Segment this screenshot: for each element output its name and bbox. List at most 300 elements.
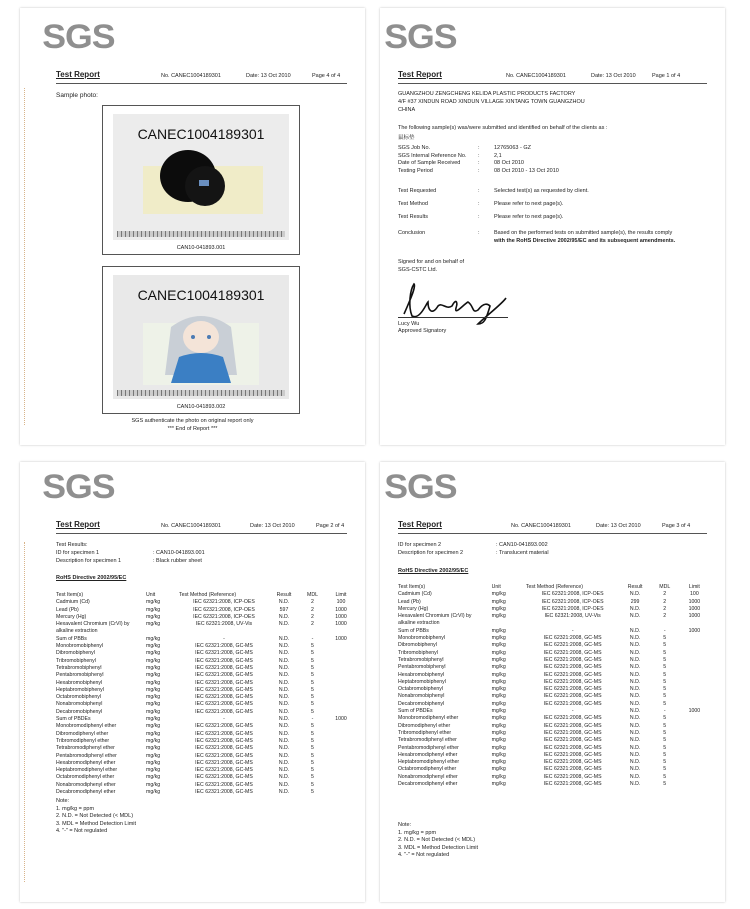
table-row (56, 607, 356, 614)
table-cell (326, 753, 356, 760)
table-cell (326, 723, 356, 730)
table-cell: N.D. (629, 700, 641, 707)
table-cell: 100 (690, 591, 699, 598)
table-cell: N.D. (278, 686, 290, 693)
table-cell: 1000 (335, 621, 347, 628)
note-line: 1. mg/kg = ppm (56, 805, 95, 812)
note-line: Note: (398, 822, 412, 828)
table-cell: N.D. (278, 613, 290, 620)
table-cell: mg/kg (146, 730, 161, 737)
table-cell: N.D. (629, 613, 641, 620)
table-cell: mg/kg (146, 679, 161, 686)
info-field-value: 08 Oct 2010 (494, 160, 524, 166)
table-cell: 5 (663, 642, 667, 649)
table-cell: IEC 62321:2008, ICP-OES (541, 598, 604, 605)
table-cell: 100 (336, 599, 346, 606)
info-field-colon: : (478, 167, 480, 174)
table-cell: mg/kg (146, 635, 161, 642)
specimen-id-label: ID for specimen 1 (56, 550, 100, 556)
table-cell: IEC 62321:2008, ICP-OES (193, 599, 255, 606)
table-cell: mg/kg (491, 605, 506, 612)
table-cell: 5 (663, 722, 667, 729)
table-cell: 5 (663, 766, 667, 773)
table-cell: IEC 62321:2008, ICP-OES (541, 591, 604, 598)
table-cell: 5 (311, 657, 314, 664)
table-cell: N.D. (278, 716, 290, 723)
photo-2-caption: CAN10-041893.002 (176, 404, 226, 410)
sample-photo-1 (102, 105, 300, 255)
table-row (56, 782, 356, 789)
table-cell: IEC 62321:2008, GC-MS (195, 657, 253, 664)
directive-heading: RoHS Directive 2002/95/EC (56, 575, 127, 581)
table-cell: 5 (311, 701, 314, 708)
specimen-desc-label: Description for specimen 2 (398, 550, 464, 556)
table-cell: Dibromodiphenyl ether (398, 722, 451, 729)
table-cell: N.D. (278, 789, 290, 796)
report-date: Date: 13 Oct 2010 (250, 523, 295, 529)
table-cell: N.D. (629, 729, 641, 736)
table-cell: - (311, 716, 314, 723)
table-cell: 5 (663, 751, 667, 758)
table-row (398, 759, 710, 766)
table-cell: N.D. (278, 664, 290, 671)
table-cell: mg/kg (491, 649, 506, 656)
info-field-row (398, 145, 708, 153)
table-cell: 5 (663, 678, 667, 685)
table-cell: N.D. (629, 678, 641, 685)
table-cell: mg/kg (491, 635, 506, 642)
sample-photo-2 (102, 266, 300, 414)
table-row (398, 606, 710, 613)
table-cell (326, 672, 356, 679)
table-cell: mg/kg (146, 672, 161, 679)
table-cell (651, 620, 679, 627)
report-date: Date: 13 Oct 2010 (246, 73, 291, 79)
table-cell: N.D. (629, 591, 641, 598)
photo-2-code: CANEC1004189301 (137, 287, 265, 303)
notes (56, 798, 136, 836)
table-cell: N.D. (278, 708, 290, 715)
table-cell (326, 709, 356, 716)
table-cell (679, 664, 710, 671)
table-cell: mg/kg (146, 708, 161, 715)
table-cell: N.D. (278, 737, 290, 744)
table-cell: N.D. (278, 701, 290, 708)
specimen-id-label: ID for specimen 2 (398, 542, 442, 548)
table-cell (679, 745, 710, 752)
table-cell: 2 (663, 598, 667, 605)
info-field-label: Test Results (398, 214, 428, 220)
table-header-cell: Test Item(s) (56, 592, 84, 598)
signed-company: SGS-CSTC Ltd. (398, 267, 438, 273)
directive-heading: RoHS Directive 2002/95/EC (398, 568, 469, 574)
table-cell: mg/kg (491, 678, 506, 685)
client-country: CHINA (398, 107, 416, 113)
table-cell: 2 (311, 613, 314, 620)
table-cell: Nonabromobiphenyl (398, 693, 445, 700)
table-cell (679, 701, 710, 708)
conclusion-line-1: Based on the performed tests on submitted sample(s), the results comply (494, 230, 673, 236)
table-cell: N.D. (629, 671, 641, 678)
table-cell: IEC 62321:2008, GC-MS (543, 671, 602, 678)
table-cell: Heptabromobiphenyl (398, 678, 446, 685)
table-cell: mg/kg (146, 767, 161, 774)
table-cell: 5 (311, 789, 314, 796)
table-cell: mg/kg (146, 774, 161, 781)
table-cell: 5 (663, 773, 667, 780)
sgs-logo: SGS (384, 18, 457, 56)
table-cell (679, 759, 710, 766)
table-cell: Tribromobiphenyl (56, 657, 96, 664)
table-cell: N.D. (278, 694, 290, 701)
table-cell: Monobromodiphenyl ether (56, 723, 117, 730)
table-cell: N.D. (278, 767, 290, 774)
signature-rule (398, 317, 508, 318)
table-cell: Octabromobiphenyl (398, 686, 443, 693)
table-cell: IEC 62321:2008, GC-MS (543, 686, 602, 693)
table-cell: mg/kg (491, 751, 506, 758)
table-cell: IEC 62321:2008, UV-Vis (544, 613, 601, 620)
table-cell: mg/kg (491, 781, 506, 788)
table-cell: mg/kg (491, 737, 506, 744)
report-number: No. CANEC1004189301 (161, 523, 221, 529)
table-row (56, 745, 356, 752)
table-cell: N.D. (278, 759, 290, 766)
mouse-pad-anime-photo (113, 275, 289, 399)
table-cell: - (571, 708, 574, 715)
report-page-2 (20, 462, 365, 902)
table-cell (679, 781, 710, 788)
table-cell: Heptabromodiphenyl ether (56, 767, 118, 774)
table-cell: 2 (311, 599, 314, 606)
report-page-3 (380, 462, 725, 902)
table-row (56, 731, 356, 738)
table-cell: Hexavalent Chromium (CrVI) by (56, 621, 130, 628)
table-row (398, 693, 710, 700)
photo-1-image (113, 114, 289, 240)
table-cell: 5 (663, 664, 667, 671)
note-line: 2. N.D. = Not Detected (< MDL) (56, 813, 134, 819)
table-cell: IEC 62321:2008, GC-MS (543, 722, 602, 729)
table-cell: 1000 (688, 598, 701, 605)
table-cell: 5 (663, 656, 667, 663)
table-cell: Pentabromodiphenyl ether (398, 744, 459, 751)
table-cell: Mercury (Hg) (398, 605, 429, 612)
table-cell (679, 620, 710, 627)
table-cell: mg/kg (146, 599, 161, 606)
table-row (398, 766, 710, 773)
note-line: 4. "-" = Not regulated (56, 828, 108, 834)
table-row (56, 599, 356, 606)
table-row (398, 620, 710, 627)
table-row (398, 686, 710, 693)
table-row (56, 760, 356, 767)
table-cell: Monobromobiphenyl (398, 635, 446, 642)
table-cell: Sum of PBDEs (56, 716, 91, 723)
table-cell: IEC 62321:2008, GC-MS (195, 781, 253, 788)
table-cell: Pentabromobiphenyl (398, 664, 446, 671)
table-header-cell: Test Method (Reference) (525, 584, 583, 590)
table-cell: IEC 62321:2008, GC-MS (543, 773, 602, 780)
table-row (56, 658, 356, 665)
table-row (398, 613, 710, 620)
table-cell: N.D. (278, 650, 290, 657)
table-header-row (398, 584, 710, 591)
conclusion-label: Conclusion (398, 230, 426, 236)
table-row (56, 709, 356, 716)
header-rule (398, 83, 707, 84)
table-row (398, 752, 710, 759)
table-cell: 5 (663, 635, 667, 642)
table-cell: mg/kg (491, 664, 506, 671)
table-cell (679, 672, 710, 679)
table-cell: 1000 (335, 716, 347, 723)
table-cell: 5 (663, 649, 667, 656)
table-row (56, 650, 356, 657)
table-cell: Tribromodiphenyl ether (56, 737, 110, 744)
report-number: No. CANEC1004189301 (506, 73, 566, 79)
sgs-logo: SGS (42, 18, 115, 56)
table-cell: Hexabromobiphenyl (56, 679, 103, 686)
table-cell: IEC 62321:2008, GC-MS (195, 774, 253, 781)
info-field-row (398, 153, 708, 161)
info-field-colon: : (478, 152, 480, 159)
table-row (56, 614, 356, 621)
info-field-label: Date of Sample Received (398, 160, 461, 166)
table-header-cell: Result (276, 592, 292, 598)
table-cell: 5 (311, 759, 314, 766)
table-cell: N.D. (629, 642, 641, 649)
info-field-label: Testing Period (398, 167, 433, 174)
table-header-cell: MDL (659, 584, 671, 590)
table-row (398, 657, 710, 664)
table-cell: N.D. (629, 773, 641, 780)
page-number: Page 2 of 4 (316, 523, 345, 529)
table-cell: mg/kg (146, 781, 161, 788)
table-cell: mg/kg (491, 708, 506, 715)
table-cell: IEC 62321:2008, ICP-OES (193, 613, 255, 620)
specimen-id-value: : CAN10-041893.001 (153, 550, 205, 556)
table-cell: mg/kg (491, 613, 506, 620)
photo-1-ruler (117, 231, 285, 237)
table-row (56, 643, 356, 650)
client-name: GUANGZHOU ZENGCHENG KELIDA PLASTIC PRODUCTS FACTORY (398, 91, 576, 97)
table-row (398, 635, 710, 642)
table-cell: IEC 62321:2008, ICP-OES (541, 605, 604, 612)
table-cell: 5 (663, 693, 667, 700)
table-cell: Octabromobiphenyl (56, 694, 101, 701)
table-cell: 5 (311, 781, 314, 788)
table-cell: IEC 62321:2008, GC-MS (195, 723, 253, 730)
header-rule (56, 83, 347, 84)
table-cell (326, 774, 356, 781)
table-cell: N.D. (629, 759, 641, 766)
table-cell: IEC 62321:2008, GC-MS (543, 700, 602, 707)
table-cell (679, 679, 710, 686)
table-cell: 5 (311, 650, 314, 657)
table-cell: IEC 62321:2008, GC-MS (543, 729, 602, 736)
table-cell: mg/kg (146, 752, 161, 759)
table-row (398, 642, 710, 649)
table-cell: Sum of PBDEs (398, 708, 433, 715)
table-cell (679, 723, 710, 730)
table-cell: 1000 (335, 613, 347, 620)
table-cell: IEC 62321:2008, GC-MS (543, 781, 602, 788)
table-cell: IEC 62321:2008, GC-MS (195, 752, 253, 759)
table-cell: 5 (663, 671, 667, 678)
table-cell: IEC 62321:2008, GC-MS (195, 701, 253, 708)
table-row (56, 774, 356, 781)
table-row (398, 774, 710, 781)
table-cell: N.D. (629, 686, 641, 693)
table-cell: mg/kg (146, 643, 161, 650)
table-cell: IEC 62321:2008, GC-MS (543, 693, 602, 700)
table-cell: IEC 62321:2008, GC-MS (543, 649, 602, 656)
table-cell: Dibromodiphenyl ether (56, 730, 109, 737)
report-number: No. CANEC1004189301 (161, 73, 221, 79)
table-row (56, 723, 356, 730)
table-row (398, 591, 710, 598)
specimen-desc-label: Description for specimen 1 (56, 558, 122, 564)
photo-1-caption: CAN10-041893.001 (176, 245, 226, 251)
table-cell (679, 657, 710, 664)
sample-info-fields (398, 145, 708, 175)
conclusion-colon: : (478, 230, 480, 236)
table-row (398, 730, 710, 737)
specimen-desc-value: : Translucent material (496, 550, 549, 556)
table-cell: 1000 (688, 627, 701, 634)
table-cell: IEC 62321:2008, GC-MS (543, 635, 602, 642)
table-cell: Sum of PBBs (398, 627, 429, 634)
table-cell: mg/kg (146, 621, 161, 628)
signed-for-text: Signed for and on behalf of (398, 259, 465, 265)
table-row (56, 628, 356, 635)
table-cell: - (223, 716, 225, 723)
table-cell: Tetrabromobiphenyl (398, 656, 444, 663)
info-field-value: Please refer to next page(s). (494, 214, 564, 220)
table-cell: 5 (311, 643, 314, 650)
page-edge-text (24, 542, 33, 882)
table-cell: N.D. (278, 621, 290, 628)
report-date: Date: 13 Oct 2010 (591, 73, 636, 79)
table-cell (526, 620, 620, 627)
table-cell: mg/kg (146, 664, 161, 671)
report-title: Test Report (398, 70, 442, 79)
table-cell: N.D. (278, 657, 290, 664)
table-cell: Decabromodiphenyl ether (398, 781, 458, 788)
table-cell: - (571, 627, 574, 634)
table-cell: Monobromobiphenyl (56, 643, 104, 650)
table-cell: 299 (630, 598, 640, 605)
table-cell: 1000 (335, 606, 347, 613)
photo-2-ruler (117, 390, 285, 396)
photo-authentication-note: SGS authenticate the photo on original report only (131, 418, 254, 424)
table-cell: 1000 (335, 635, 347, 642)
specimen-id-value: : CAN10-041893.002 (496, 542, 548, 548)
table-row (56, 694, 356, 701)
table-row (56, 621, 356, 628)
table-row (398, 650, 710, 657)
table-cell (679, 752, 710, 759)
page-number: Page 1 of 4 (652, 73, 681, 79)
info-field-row (398, 160, 708, 168)
table-cell: alkaline extraction (398, 620, 440, 627)
table-cell: N.D. (629, 722, 641, 729)
table-cell: IEC 62321:2008, GC-MS (543, 737, 602, 744)
table-cell: 2 (663, 613, 667, 620)
table-cell: mg/kg (491, 722, 506, 729)
table-cell: mg/kg (491, 729, 506, 736)
results-table (398, 584, 710, 788)
table-cell: N.D. (629, 737, 641, 744)
table-cell: mg/kg (491, 627, 506, 634)
table-cell: Tetrabromodiphenyl ether (56, 745, 115, 752)
table-cell: 1000 (688, 708, 701, 715)
table-cell: mg/kg (146, 606, 161, 613)
table-cell (326, 738, 356, 745)
table-cell: Octabromodiphenyl ether (398, 766, 457, 773)
table-cell: 5 (311, 752, 314, 759)
signer-name: Lucy Wu (398, 321, 420, 327)
table-row (398, 664, 710, 671)
report-date: Date: 13 Oct 2010 (596, 523, 641, 529)
note-line: 2. N.D. = Not Detected (< MDL) (398, 837, 476, 843)
table-cell (326, 694, 356, 701)
table-cell (326, 782, 356, 789)
header-rule (398, 533, 707, 534)
table-cell: IEC 62321:2008, GC-MS (195, 686, 253, 693)
table-cell: mg/kg (491, 642, 506, 649)
table-cell: 5 (663, 737, 667, 744)
photo-1-code: CANEC1004189301 (137, 126, 265, 142)
table-row (398, 628, 710, 635)
table-row (56, 665, 356, 672)
table-cell: IEC 62321:2008, GC-MS (543, 766, 602, 773)
table-cell: - (223, 635, 225, 642)
table-cell: IEC 62321:2008, GC-MS (195, 672, 253, 679)
table-cell: Octabromodiphenyl ether (56, 774, 115, 781)
table-cell: IEC 62321:2008, GC-MS (195, 643, 253, 650)
table-row (56, 672, 356, 679)
table-cell: IEC 62321:2008, GC-MS (195, 759, 253, 766)
table-cell: mg/kg (146, 686, 161, 693)
table-cell: mg/kg (491, 591, 506, 598)
table-cell: Sum of PBBs (56, 635, 87, 642)
table-cell: IEC 62321:2008, GC-MS (195, 664, 253, 671)
table-cell: IEC 62321:2008, GC-MS (195, 767, 253, 774)
table-cell (326, 760, 356, 767)
table-cell: 5 (663, 759, 667, 766)
table-cell: IEC 62321:2008, GC-MS (543, 751, 602, 758)
table-cell: Lead (Pb) (56, 606, 79, 613)
table-cell: IEC 62321:2008, GC-MS (195, 679, 253, 686)
intro-text: The following sample(s) was/were submitted and identified on behalf of the clients as : (398, 125, 608, 131)
info-field-row (398, 168, 708, 176)
page-number: Page 3 of 4 (662, 523, 691, 529)
table-cell (269, 628, 299, 635)
table-row (398, 679, 710, 686)
table-row (398, 701, 710, 708)
table-cell: mg/kg (146, 745, 161, 752)
table-cell: IEC 62321:2008, GC-MS (195, 745, 253, 752)
table-row (56, 680, 356, 687)
report-title: Test Report (398, 520, 442, 529)
table-header-cell: Test Method (Reference) (179, 592, 237, 598)
specimen-desc-value: : Black rubber sheet (153, 558, 202, 564)
info-field-value: 2,1 (494, 152, 502, 159)
table-cell: 5 (663, 715, 667, 722)
table-cell: N.D. (278, 635, 290, 642)
